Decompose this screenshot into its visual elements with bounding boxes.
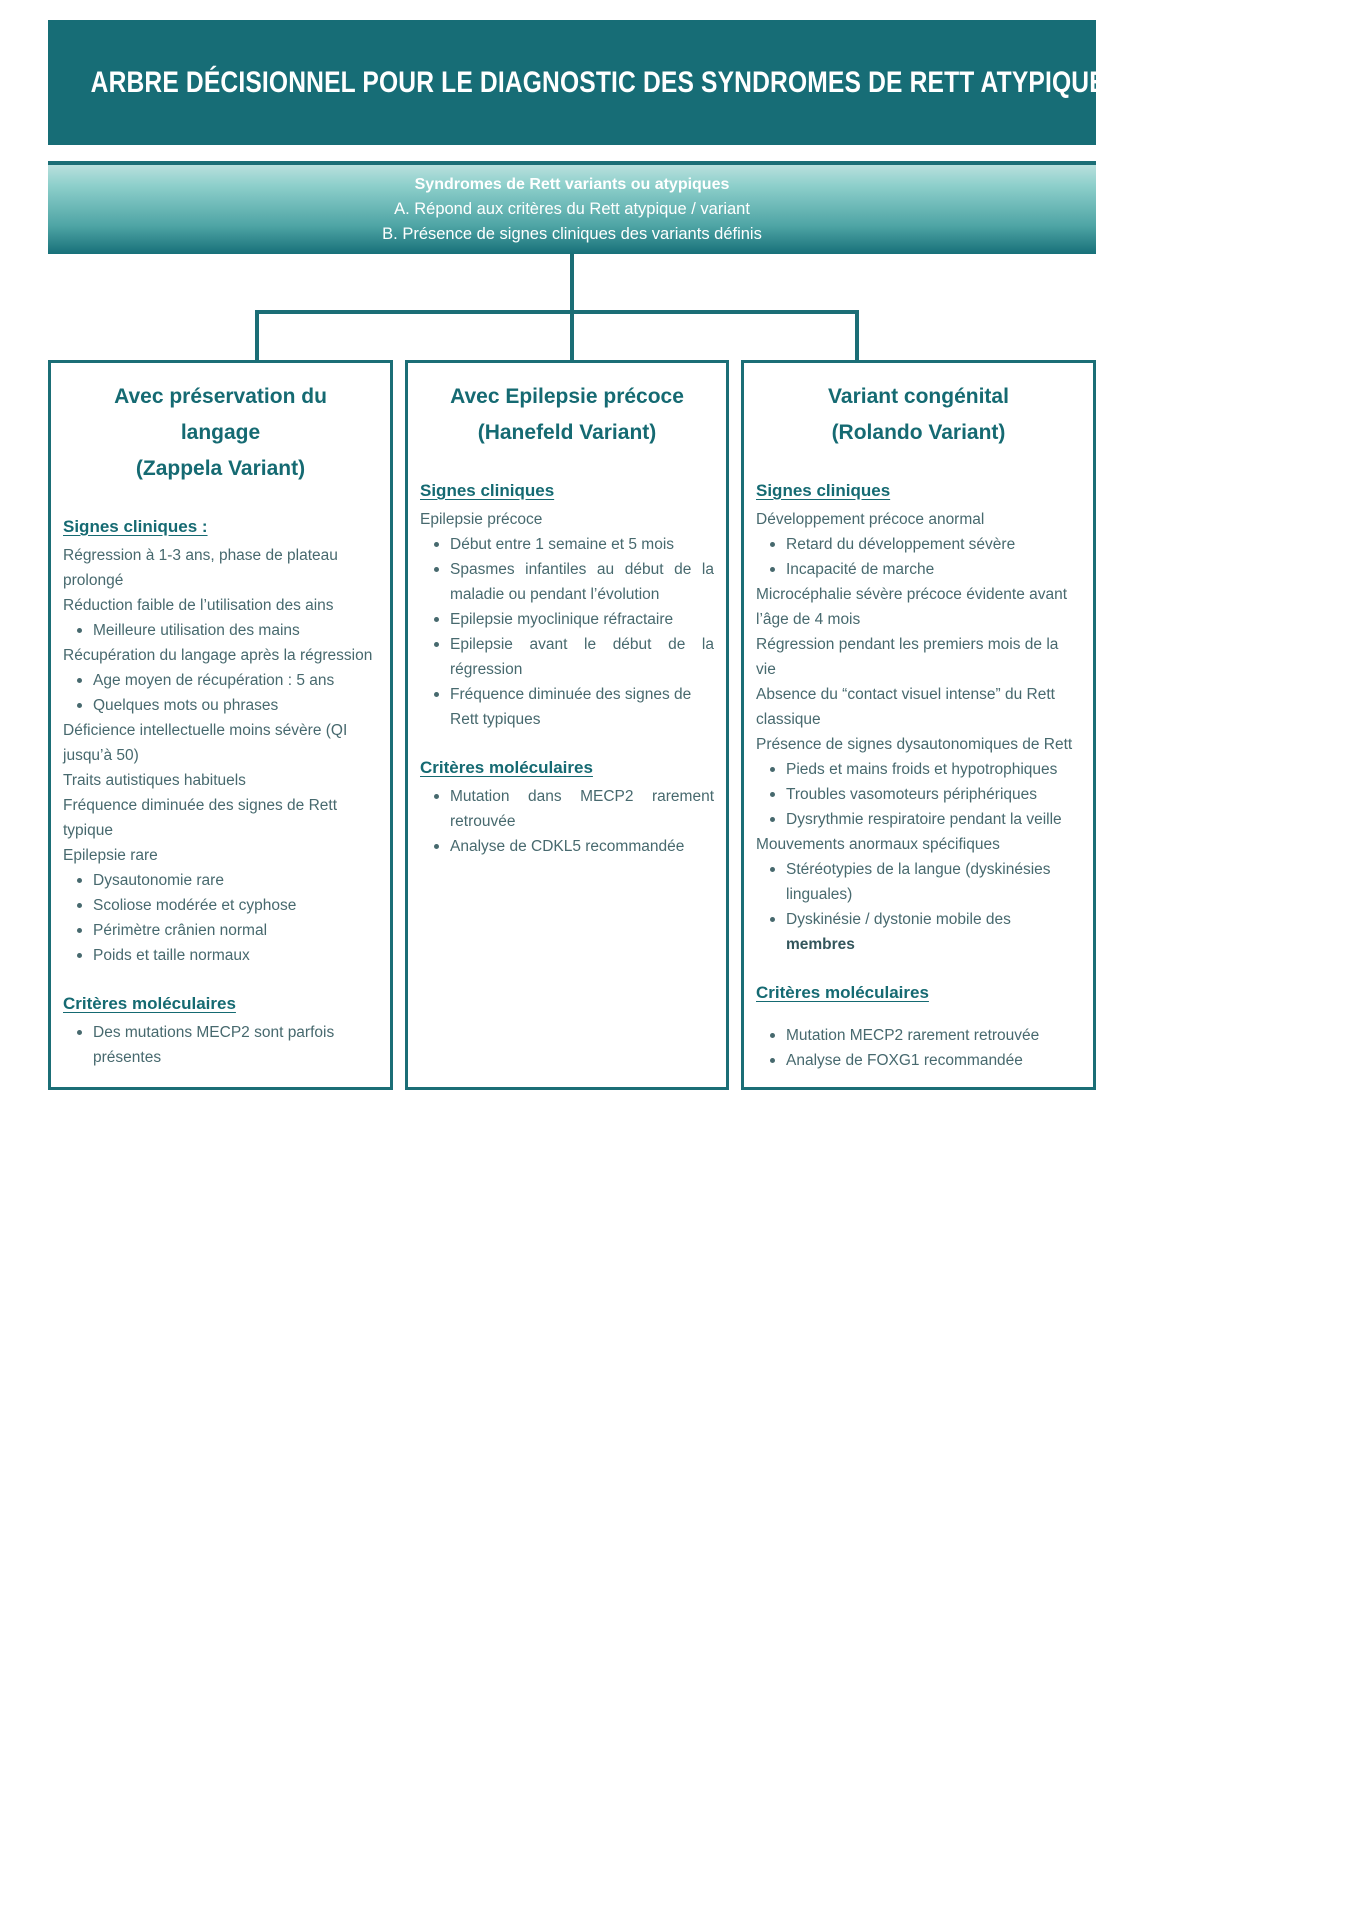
card-title-line: langage — [180, 421, 261, 444]
list-item: Quelques mots ou phrases — [93, 693, 378, 718]
card-title-line: Avec préservation du — [114, 385, 327, 408]
root-node — [48, 161, 1096, 254]
list-item — [786, 907, 1081, 957]
card-title-zappela — [63, 379, 378, 487]
list-item: Pieds et mains froids et hypotrophiques — [786, 757, 1081, 782]
section-heading-criteres-moleculaires: Critères moléculaires — [420, 758, 593, 777]
bullet-list — [63, 668, 378, 718]
list-item: Retard du développement sévère — [786, 532, 1081, 557]
card-title-rolando — [756, 379, 1081, 451]
bullet-list — [756, 532, 1081, 582]
bullet-list — [63, 618, 378, 643]
card-text: Récupération du langage après la régression — [63, 647, 373, 664]
list-item: Des mutations MECP2 sont parfois présentes — [93, 1020, 378, 1070]
section-heading-signes-cliniques: Signes cliniques — [756, 481, 891, 500]
card-text: Régression pendant les premiers mois de la vie — [756, 636, 1059, 678]
list-item: Incapacité de marche — [786, 557, 1081, 582]
list-item: Troubles vasomoteurs périphériques — [786, 782, 1081, 807]
connector-horizontal-bus — [255, 310, 859, 314]
bullet-list — [63, 1020, 378, 1070]
list-item: Périmètre crânien normal — [93, 918, 378, 943]
card-text: Fréquence diminuée des signes de Rett typique — [63, 797, 337, 839]
list-item: Mutation dans MECP2 rarement retrouvée — [450, 784, 714, 834]
header-banner — [48, 20, 1123, 145]
spacer — [756, 1009, 1081, 1023]
list-item: Début entre 1 semaine et 5 mois — [450, 532, 714, 557]
page-title: ARBRE DÉCISIONNEL POUR LE DIAGNOSTIC DES SYNDROMES DE RETT ATYPIQUES — [90, 65, 1123, 99]
list-item-emphasis: membres — [786, 936, 855, 953]
bullet-list — [420, 532, 714, 732]
card-text: Absence du “contact visuel intense” du Rett classique — [756, 686, 1055, 728]
card-title-hanefeld — [420, 379, 714, 451]
section-heading-criteres-moleculaires: Critères moléculaires — [63, 994, 236, 1013]
card-title-line: Variant congénital — [828, 385, 1009, 408]
card-text: Déficience intellectuelle moins sévère (QI jusqu’à 50) — [63, 722, 348, 764]
card-hanefeld-variant — [405, 360, 729, 1090]
root-node-title: Syndromes de Rett variants ou atypiques — [414, 176, 730, 193]
card-text: Développement précoce anormal — [756, 511, 985, 528]
bullet-list — [756, 757, 1081, 832]
card-text: Epilepsie rare — [63, 847, 158, 864]
card-title-line: (Hanefeld Variant) — [477, 421, 657, 444]
connector-drop-middle — [570, 310, 574, 362]
card-text: Réduction faible de l’utilisation des ains — [63, 597, 334, 614]
connector-drop-left — [255, 310, 259, 362]
list-item: Analyse de FOXG1 recommandée — [786, 1048, 1081, 1073]
card-zappela-variant — [48, 360, 393, 1090]
bullet-list — [756, 1023, 1081, 1073]
root-node-criterion-a: A. Répond aux critères du Rett atypique / variant — [394, 200, 750, 218]
card-title-line: Avec Epilepsie précoce — [450, 385, 684, 408]
section-heading-signes-cliniques: Signes cliniques — [420, 481, 555, 500]
list-item: Poids et taille normaux — [93, 943, 378, 968]
connector-drop-right — [855, 310, 859, 362]
card-title-line: (Zappela Variant) — [135, 457, 306, 480]
list-item: Dysrythmie respiratoire pendant la veille — [786, 807, 1081, 832]
variant-cards-row — [48, 360, 1096, 1090]
list-item: Meilleure utilisation des mains — [93, 618, 378, 643]
list-item: Analyse de CDKL5 recommandée — [450, 834, 714, 859]
list-item: Scoliose modérée et cyphose — [93, 893, 378, 918]
card-title-line: (Rolando Variant) — [831, 421, 1006, 444]
card-text: Traits autistiques habituels — [63, 772, 246, 789]
card-text: Présence de signes dysautonomiques de Rett — [756, 736, 1073, 753]
bullet-list — [420, 784, 714, 859]
list-item: Spasmes infantiles au début de la maladie ou pendant l’évolution — [450, 557, 714, 607]
list-item: Mutation MECP2 rarement retrouvée — [786, 1023, 1081, 1048]
card-text: Epilepsie précoce — [420, 511, 543, 528]
list-item: Epilepsie avant le début de la régression — [450, 632, 714, 682]
connector-stem — [570, 254, 574, 314]
list-item-text: Stéréotypies de la langue (dyskinésies linguales) — [786, 861, 1051, 903]
card-text: Mouvements anormaux spécifiques — [756, 836, 1000, 853]
list-item: Epilepsie myoclinique réfractaire — [450, 607, 714, 632]
bullet-list — [63, 868, 378, 968]
list-item: Fréquence diminuée des signes de Rett typiques — [450, 682, 714, 732]
card-text: Régression à 1-3 ans, phase de plateau prolongé — [63, 547, 338, 589]
list-item: Age moyen de récupération : 5 ans — [93, 668, 378, 693]
card-text: Microcéphalie sévère précoce évidente avant l’âge de 4 mois — [756, 586, 1068, 628]
list-item-text: Dyskinésie / dystonie mobile des — [786, 911, 1011, 928]
card-rolando-variant — [741, 360, 1096, 1090]
section-heading-criteres-moleculaires: Critères moléculaires — [756, 983, 929, 1002]
list-item: Dysautonomie rare — [93, 868, 378, 893]
list-item — [786, 857, 1081, 907]
root-node-criterion-b: B. Présence de signes cliniques des variants définis — [382, 225, 762, 243]
bullet-list — [756, 857, 1081, 957]
section-heading-signes-cliniques: Signes cliniques : — [63, 517, 208, 536]
